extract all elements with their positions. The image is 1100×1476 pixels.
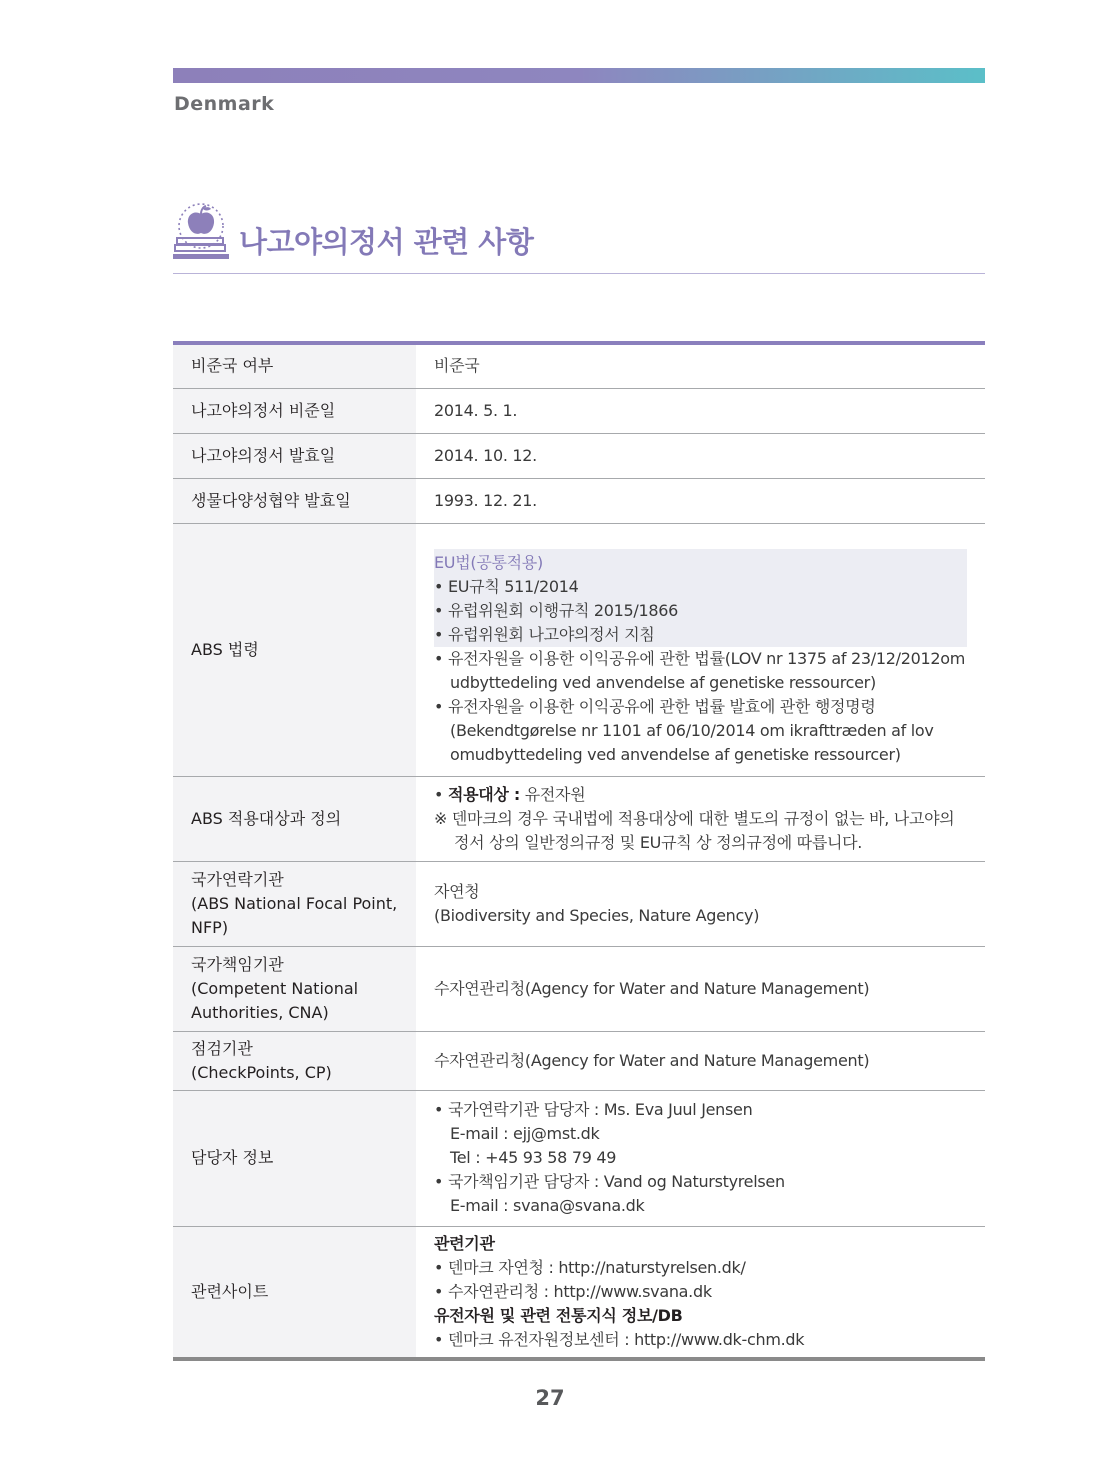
table-row (173, 478, 985, 523)
page-number: 27 (535, 1386, 565, 1410)
nfp-value-en: (Biodiversity and Species, Nature Agency) (434, 905, 760, 925)
row-label-cna (173, 946, 416, 1031)
nfp-label-en: (ABS National Focal Point, NFP) (191, 893, 398, 937)
country-name: Denmark (174, 93, 275, 115)
cna-label-en: (Competent National Authorities, CNA) (191, 978, 359, 1022)
row-label: 나고야의정서 비준일 (173, 388, 416, 433)
row-label: ABS 법령 (173, 523, 416, 776)
table-row (173, 343, 985, 388)
contact-email: E-mail : ejj@mst.dk (450, 1124, 600, 1143)
nfp-value-ko: 자연청 (434, 881, 480, 901)
sites-value (416, 1226, 985, 1359)
list-item: • 덴마크 유전자원정보센터 : http://www.dk-chm.dk (434, 1328, 967, 1352)
row-label: 생물다양성협약 발효일 (173, 478, 416, 523)
table-row-abs-scope (173, 776, 985, 861)
abs-law-value (416, 523, 985, 776)
row-value: 2014. 10. 12. (416, 433, 985, 478)
section-title: 나고야의정서 관련 사항 (239, 225, 534, 259)
table-row (173, 388, 985, 433)
row-label-nfp (173, 861, 416, 946)
list-item: • 유럽위원회 나고야의정서 지침 (434, 623, 967, 647)
list-item: • 국가책임기관 담당자 : Vand og Naturstyrelsen (434, 1170, 967, 1194)
scope-key: 적용대상 : (447, 784, 520, 804)
list-item: • 덴마크 자연청 : http://naturstyrelsen.dk/ (434, 1256, 967, 1280)
eu-law-title: EU법(공통적용) (434, 552, 543, 572)
contacts-value (416, 1090, 985, 1226)
cp-label-ko: 점검기관 (191, 1038, 253, 1058)
contact-tel: Tel : +45 93 58 79 49 (450, 1148, 617, 1167)
row-value: 1993. 12. 21. (416, 478, 985, 523)
list-item: • 유전자원을 이용한 이익공유에 관한 법률(LOV nr 1375 af 23/12/2012om udbyttedeling ved anvendelse af genetiske ressourcer) (434, 647, 967, 695)
scope-value: 유전자원 (519, 784, 586, 804)
nfp-value (416, 861, 985, 946)
list-item (434, 783, 967, 807)
list-item: • 유전자원을 이용한 이익공유에 관한 법률 발효에 관한 행정명령(Bekendtgørelse nr 1101 af 06/10/2014 om ikrafttræden af lov omudbyttedeling ved anvendelse af genetiske ressourcer) (434, 695, 967, 767)
row-label: ABS 적용대상과 정의 (173, 776, 416, 861)
cna-value: 수자연관리청(Agency for Water and Nature Management) (416, 946, 985, 1031)
cp-value: 수자연관리청(Agency for Water and Nature Management) (416, 1031, 985, 1090)
table-row-cna (173, 946, 985, 1031)
list-item: • 유럽위원회 이행규칙 2015/1866 (434, 599, 967, 623)
cna-label-ko: 국가책임기관 (191, 954, 284, 974)
list-item: • 수자연관리청 : http://www.svana.dk (434, 1280, 967, 1304)
contact-email: E-mail : svana@svana.dk (450, 1196, 645, 1215)
sites-group-title: 관련기관 (434, 1233, 495, 1253)
row-label: 관련사이트 (173, 1226, 416, 1359)
scope-note: ※ 덴마크의 경우 국내법에 적용대상에 대한 별도의 규정이 없는 바, 나고야의정서 상의 일반정의규정 및 EU규칙 상 정의규정에 따릅니다. (434, 808, 955, 852)
row-value: 2014. 5. 1. (416, 388, 985, 433)
abs-scope-value (416, 776, 985, 861)
row-label: 담당자 정보 (173, 1090, 416, 1226)
sites-group-title: 유전자원 및 관련 전통지식 정보/DB (434, 1305, 683, 1325)
header-accent-bar (173, 68, 985, 83)
table-row (173, 433, 985, 478)
table-row-abs-law (173, 523, 985, 776)
row-label: 비준국 여부 (173, 343, 416, 388)
eu-law-box (434, 549, 967, 647)
row-label: 나고야의정서 발효일 (173, 433, 416, 478)
nagoya-protocol-table (173, 341, 985, 1361)
row-value: 비준국 (416, 343, 985, 388)
apple-on-books-icon (173, 202, 229, 262)
table-row-cp (173, 1031, 985, 1090)
list-item: • 국가연락기관 담당자 : Ms. Eva Juul Jensen (434, 1098, 967, 1122)
section-header (173, 200, 985, 274)
table-row-sites (173, 1226, 985, 1359)
cp-label-en: (CheckPoints, CP) (191, 1062, 332, 1082)
list-item: • EU규칙 511/2014 (434, 575, 967, 599)
table-row-contacts (173, 1090, 985, 1226)
row-label-cp (173, 1031, 416, 1090)
nfp-label-ko: 국가연락기관 (191, 869, 284, 889)
table-row-nfp (173, 861, 985, 946)
